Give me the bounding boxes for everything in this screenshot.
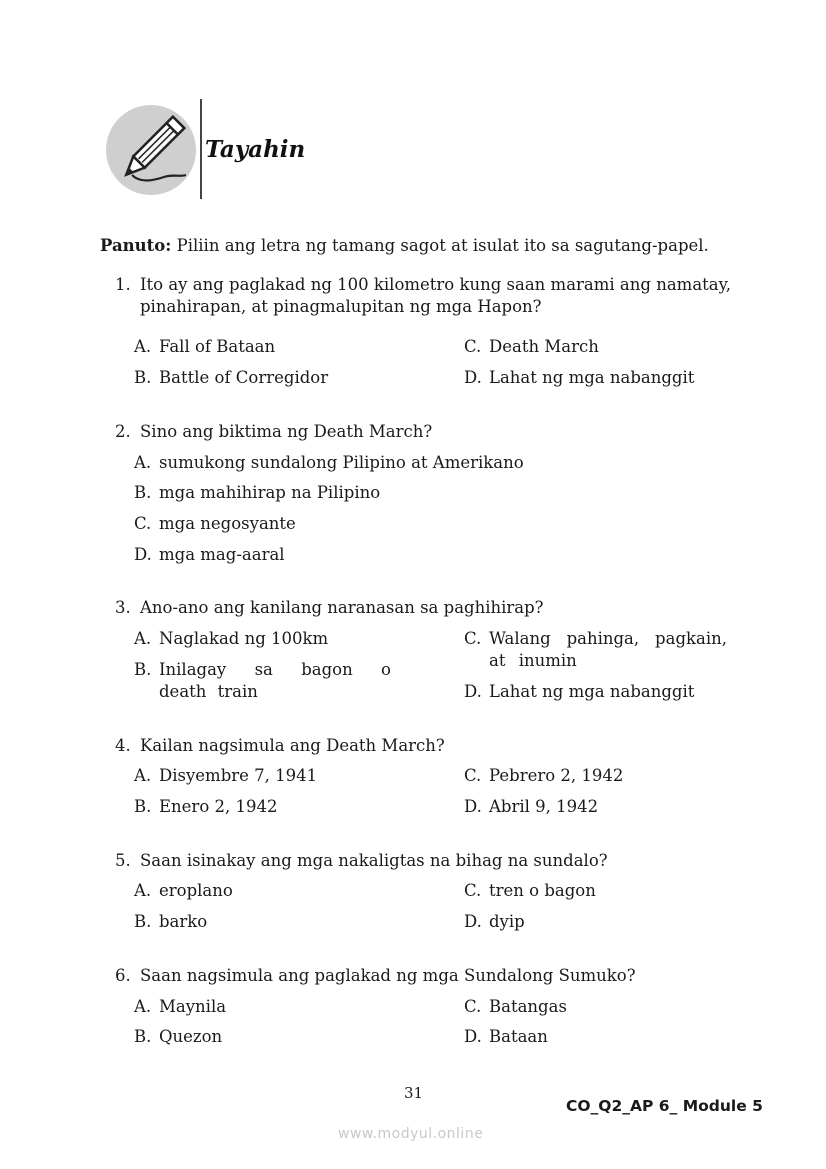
question-number: 3. xyxy=(115,598,131,617)
option-letter: C. xyxy=(134,514,152,533)
option-text: dyip xyxy=(489,912,525,931)
option-text: eroplano xyxy=(159,881,233,900)
option-text: Naglakad ng 100km xyxy=(159,629,329,648)
option-text: sumukong sundalong Pilipino at Amerikano xyxy=(159,453,524,472)
option-text: Disyembre 7, 1941 xyxy=(159,766,318,785)
option-letter: D. xyxy=(464,1027,482,1046)
question-text-line2: pinahirapan, at pinagmalupitan ng mga Hapon? xyxy=(140,297,542,316)
option-d xyxy=(134,544,285,566)
question-4 xyxy=(115,735,445,757)
option-text: Walang pahinga, pagkain, at inumin xyxy=(489,629,727,670)
option-d xyxy=(464,911,525,933)
option-letter: A. xyxy=(134,881,152,900)
option-d xyxy=(464,796,598,818)
question-text-line1: Ano-ano ang kanilang naranasan sa paghihirap? xyxy=(140,598,544,617)
module-code: CO_Q2_AP 6_ Module 5 xyxy=(566,1097,763,1115)
option-a xyxy=(134,628,328,650)
option-text: Inilagay sa bagon o death train xyxy=(159,660,391,701)
option-letter: A. xyxy=(134,766,152,785)
question-2 xyxy=(115,421,432,443)
pencil-icon xyxy=(106,105,196,195)
question-1 xyxy=(115,274,740,318)
question-text-line1: Sino ang biktima ng Death March? xyxy=(140,422,433,441)
option-text: Batangas xyxy=(489,997,567,1016)
question-text-line1: Saan isinakay ang mga nakaligtas na bihag na sundalo? xyxy=(140,851,608,870)
option-c xyxy=(464,336,599,358)
option-c xyxy=(464,628,727,672)
option-text: mga mag-aaral xyxy=(159,545,285,564)
page-number: 31 xyxy=(404,1084,424,1102)
option-letter: B. xyxy=(134,660,152,679)
option-a xyxy=(134,765,317,787)
option-letter: D. xyxy=(464,797,482,816)
option-letter: C. xyxy=(464,881,482,900)
option-letter: A. xyxy=(134,997,152,1016)
option-b xyxy=(134,911,207,933)
question-6 xyxy=(115,965,636,987)
question-text-line1: Ito ay ang paglakad ng 100 kilometro kung saan marami ang namatay, xyxy=(140,275,731,294)
option-b xyxy=(134,659,391,703)
option-letter: B. xyxy=(134,797,152,816)
option-b xyxy=(134,367,328,389)
question-3 xyxy=(115,597,544,619)
question-5 xyxy=(115,850,608,872)
question-number: 1. xyxy=(115,275,131,294)
question-number: 6. xyxy=(115,966,131,985)
instructions-label: Panuto: xyxy=(100,236,172,255)
option-letter: A. xyxy=(134,453,152,472)
option-text: Maynila xyxy=(159,997,227,1016)
option-d xyxy=(464,1026,548,1048)
option-letter: D. xyxy=(134,545,152,564)
option-text: Quezon xyxy=(159,1027,223,1046)
option-text: Enero 2, 1942 xyxy=(159,797,278,816)
option-letter: C. xyxy=(464,629,482,648)
option-letter: B. xyxy=(134,912,152,931)
option-text: mga mahihirap na Pilipino xyxy=(159,483,381,502)
option-a xyxy=(134,996,226,1018)
option-text: Bataan xyxy=(489,1027,548,1046)
instructions xyxy=(100,236,709,255)
instructions-text: Piliin ang letra ng tamang sagot at isulat ito sa sagutang-papel. xyxy=(171,236,709,255)
page-title: Tayahin xyxy=(205,136,306,163)
question-text-line1: Kailan nagsimula ang Death March? xyxy=(140,736,445,755)
question-number: 5. xyxy=(115,851,131,870)
option-letter: B. xyxy=(134,483,152,502)
option-letter: C. xyxy=(464,766,482,785)
option-c xyxy=(464,765,623,787)
option-letter: A. xyxy=(134,337,152,356)
option-letter: B. xyxy=(134,1027,152,1046)
question-text-line1: Saan nagsimula ang paglakad ng mga Sundalong Sumuko? xyxy=(140,966,636,985)
option-text: mga negosyante xyxy=(159,514,296,533)
question-number: 4. xyxy=(115,736,131,755)
option-letter: C. xyxy=(464,997,482,1016)
option-c xyxy=(134,513,296,535)
option-text: Pebrero 2, 1942 xyxy=(489,766,624,785)
header-divider xyxy=(200,99,202,199)
option-letter: D. xyxy=(464,682,482,701)
option-text: Death March xyxy=(489,337,599,356)
option-c xyxy=(464,996,567,1018)
option-text: Lahat ng mga nabanggit xyxy=(489,368,695,387)
option-text: Battle of Corregidor xyxy=(159,368,329,387)
option-a xyxy=(134,452,524,474)
option-text: Lahat ng mga nabanggit xyxy=(489,682,695,701)
option-text: Abril 9, 1942 xyxy=(489,797,599,816)
option-d xyxy=(464,681,694,703)
option-b xyxy=(134,482,380,504)
option-letter: D. xyxy=(464,912,482,931)
option-text: Fall of Bataan xyxy=(159,337,276,356)
option-b xyxy=(134,796,277,818)
option-text: barko xyxy=(159,912,208,931)
option-text: tren o bagon xyxy=(489,881,596,900)
option-b xyxy=(134,1026,222,1048)
option-a xyxy=(134,880,233,902)
option-d xyxy=(464,367,694,389)
option-letter: C. xyxy=(464,337,482,356)
option-letter: B. xyxy=(134,368,152,387)
question-number: 2. xyxy=(115,422,131,441)
option-letter: D. xyxy=(464,368,482,387)
option-letter: A. xyxy=(134,629,152,648)
option-c xyxy=(464,880,596,902)
option-a xyxy=(134,336,275,358)
watermark: www.modyul.online xyxy=(338,1126,484,1142)
